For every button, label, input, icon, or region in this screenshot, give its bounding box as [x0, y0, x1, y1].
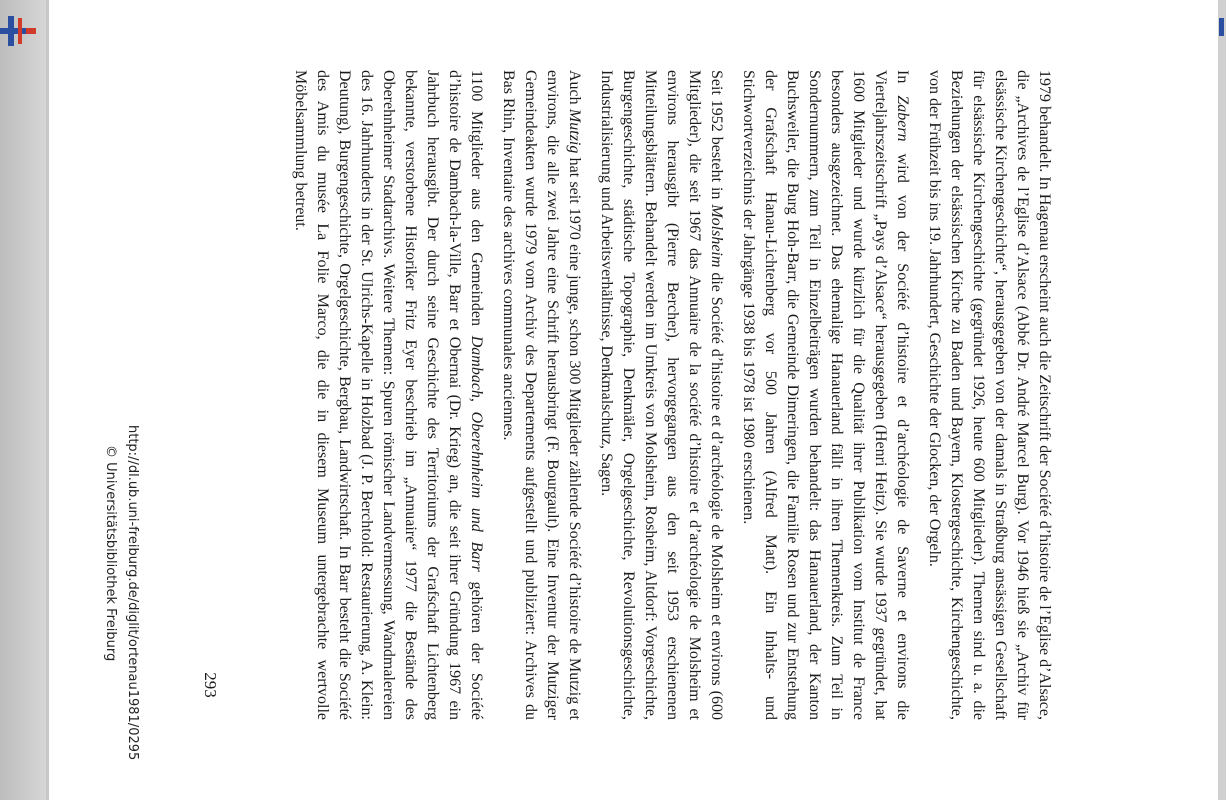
paragraph: [595, 70, 727, 720]
text-run: 1100 Mitglieder aus den Gemeinden: [468, 70, 485, 336]
text-run: 1979 behandelt. In Hagenau erscheint auch die Zeitschrift der Société d’histoire de l’Eglise d’Alsace, die „Archives de l’Eglise d’Alsace (Abbé Dr. André Marcel Burg). Vor 1946 hieß sie „Archiv für elsässische Kirchengeschichte“, herausgegeben von der damals in Straßburg ansässigen Gesellschaft für elsässische Kirchengeschichte (gegründet 1926, heute 600 Mitglieder). Themen sind u. a. die Beziehungen der elsässischen Kirche zu Baden und Bayern, Klostergeschichte, Kirchengeschichte, von der Frühzeit bis ins 19. Jahrhundert, Geschichte der Glocken, der Orgeln.: [926, 70, 1053, 720]
paragraph: [289, 70, 487, 720]
source-url: http://dl.ub.uni-freiburg.de/diglit/ortenau1981/0295: [125, 425, 140, 761]
text-run: gehören der Société d’histoire de Dambach-la-Ville, Barr et Obernai (Dr. Krieg) an, die seit ihrer Gründung 1967 ein Jahrbuch herausgibt. Der durch seine Geschichte des Territoriums der Grafschaft Lichtenberg bekannte, verstorbene Historiker Fritz Eyer beschrieb im „Annuaire“ 1977 die Bestände des Oberehnheimer Stadtarchivs. Weitere Themen: Spuren römischer Landvermessung, Wandmalereien des 16. Jahrhunderts in der St. Ulrichs-Kapelle in Holzbad (J. P. Berchtold: Restaurierung, A. Klein: Deutung), Burgengeschichte, Orgelgeschichte, Bergbau, Landwirtschaft. In Barr besteht die Société des Amis du musée La Folie Marco, die die in diesem Museum untergebrachte wertvolle Möbelsammlung betreut.: [292, 70, 485, 720]
text-run: Auch: [566, 70, 583, 109]
text-run: Seit 1952 besteht in: [708, 70, 725, 205]
right-margin-strip: [1218, 0, 1226, 800]
scanned-page: [100, 5, 1100, 795]
color-calibration-icon: [0, 12, 46, 52]
paragraph: [737, 70, 913, 720]
left-margin-strip: [0, 0, 46, 800]
paragraph: [497, 70, 585, 720]
text-run: wird von der Société d’histoire et d’archéologie de Saverne et environs die Vierteljahrszeitschrift „Pays d’Alsace“ herausgegeben (Henri Heitz). Sie wurde 1937 gegründet, hat 1600 Mitglieder und wurde kürzlich für die Qualität ihrer Publikation vom Institut de France besonders ausgezeichnet. Das ehemalige Hanauerland fällt in ihren Themenkreis. Zum Teil in Sondernummern, zum Teil in Einzelbeiträgen wurden behandelt: das Hanauerland, der Kanton Buchsweiler, die Burg Hoh-Barr, die Gemeinde Dimeringen, die Familie Rosen und zur Entstehung der Grafschaft Hanau-Lichtenberg vor 500 Jahren (Alfred Matt). Ein Inhalts- und Stichwortverzeichnis der Jahrgänge 1938 bis 1978 ist 1980 erschienen.: [740, 70, 911, 721]
text-run: In: [894, 70, 911, 96]
copyright-notice: © Universitätsbibliothek Freiburg: [103, 445, 118, 662]
italic-place-name: Dambach, Oberehnheim und Barr: [468, 335, 485, 572]
page-number: 293: [201, 672, 220, 698]
italic-place-name: Mutzig: [566, 108, 583, 154]
body-text: [279, 70, 1055, 720]
italic-place-name: Zabern: [894, 95, 911, 142]
left-margin-edge: [46, 0, 49, 800]
text-run: die Société d’histoire et d’archéologie de Molsheim et environs (600 Mitglieder), die seit 1967 das Annuaire de la société d’histoire et d’archéologie de Molsheim et environs herausgibt (Pierre Bercher), hervorgegangen aus den seit 1953 erschienenen Mitteilungsblättern. Behandelt werden im Umkreis von Molsheim, Rosheim, Altdorf: Vorgeschichte, Burgengeschichte, städtische Topographie, Denkmäler, Orgelgeschichte, Revolutionsgeschichte, Industrialisierung und Arbeitsverhältnisse, Denkmalschutz, Sagen.: [598, 70, 725, 720]
text-run: hat seit 1970 eine junge, schon 300 Mitglieder zählende Société d’histoire de Mutzig et environs, die alle zwei Jahre eine Schrift herausbringt (F. Bourgault). Eine Inventur der Mutziger Gemeindeakten wurde 1979 vom Archiv des Departements aufgestellt und publiziert: Archives du Bas Rhin, Inventaire des archives communales anciennes.: [500, 70, 583, 720]
edge-marker-icon: [1216, 18, 1226, 40]
italic-place-name: Molsheim: [708, 204, 725, 268]
paragraph: [923, 70, 1055, 720]
